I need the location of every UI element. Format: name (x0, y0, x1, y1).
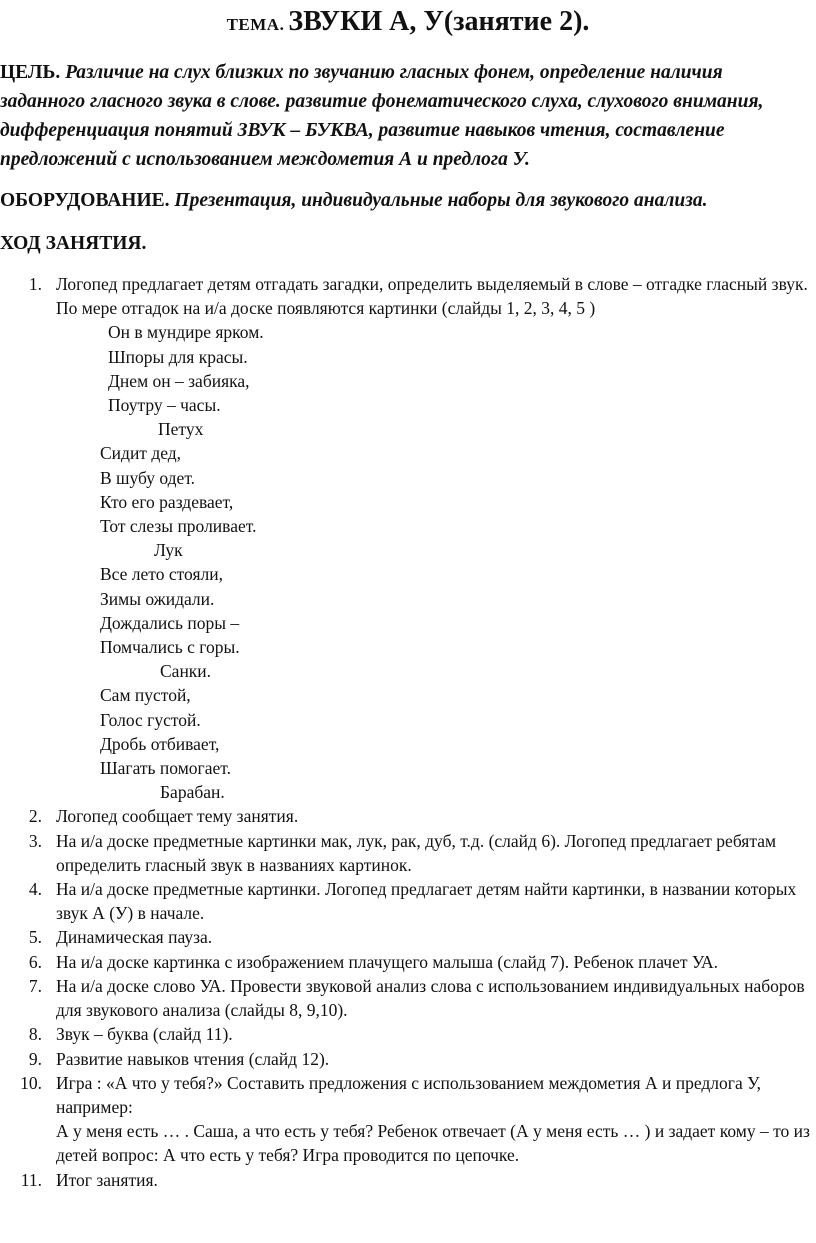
goal-paragraph (0, 58, 800, 174)
item-text: Игра : «А что у тебя?» Составить предложения с использованием междометия А и предлога У, например: (56, 1072, 762, 1117)
item-text: На и/а доске предметные картинки мак, лук, рак, дуб, т.д. (слайд 6). Логопед предлагает ребятам определить гласный звук в названиях картинок. (56, 830, 777, 875)
riddle-line: Дробь отбивает, (100, 733, 220, 754)
list-item (0, 974, 816, 1022)
list-item (0, 804, 816, 828)
riddle-line: Днем он – забияка, (108, 370, 250, 391)
list-item (0, 1071, 816, 1168)
list-item (0, 1022, 816, 1046)
equipment-paragraph (0, 186, 800, 215)
item-text: На и/а доске картинка с изображением плачущего малыша (слайд 7). Ребенок плачет УА. (56, 951, 718, 972)
list-item (0, 925, 816, 949)
item-text: Итог занятия. (56, 1169, 158, 1190)
riddle-line: Шпоры для красы. (108, 346, 248, 367)
item-text: На и/а доске слово УА. Провести звуковой анализ слова с использованием индивидуальных наборов для звукового анализа (слайды 8, 9,10). (56, 975, 805, 1021)
riddle-line: Тот слезы проливает. (100, 516, 257, 537)
riddle-block (0, 320, 816, 804)
course-heading (0, 229, 800, 258)
list-item (0, 877, 816, 925)
item-text: Звук – буква (слайд 11). (56, 1024, 233, 1045)
riddle-line: Зимы ожидали. (100, 588, 215, 609)
item-number: 1. (28, 274, 42, 294)
riddle-line: Голос густой. (100, 709, 201, 730)
riddle-line: Сидит дед, (100, 443, 182, 464)
item-text: Динамическая пауза. (56, 927, 213, 948)
item-number: 3. (28, 830, 42, 851)
item-number: 10. (20, 1072, 42, 1093)
list-item (0, 829, 816, 877)
list-item (0, 272, 816, 320)
riddle-line: Помчались с горы. (100, 637, 240, 658)
riddle-answer: Барабан. (160, 782, 225, 803)
riddle-line: Он в мундире ярком. (108, 322, 264, 343)
item-number: 2. (28, 806, 42, 827)
item-number: 4. (28, 879, 42, 900)
course-label: ХОД ЗАНЯТИЯ. (0, 233, 147, 254)
riddle-answer: Петух (158, 419, 204, 440)
list-item (0, 1047, 816, 1071)
riddle-line: Сам пустой, (100, 685, 191, 706)
equipment-label: ОБОРУДОВАНИЕ. (0, 190, 170, 211)
item-text: Логопед сообщает тему занятия. (56, 806, 299, 827)
item-number: 8. (28, 1024, 42, 1045)
riddle-answer: Санки. (160, 661, 212, 682)
item-number: 9. (28, 1048, 42, 1069)
lesson-steps-list (0, 272, 816, 1192)
item-text: Логопед предлагает детям отгадать загадки, определить выделяемый в слове – отгадке гласный звук. По мере отгадок на и/а доске появляются картинки (слайды 1, 2, 3, 4, 5 ) (56, 274, 808, 319)
equipment-text: Презентация, индивидуальные наборы для звукового анализа. (174, 190, 708, 211)
riddle-line: Поутру – часы. (108, 395, 221, 416)
item-number: 5. (28, 927, 42, 948)
title-main: ЗВУКИ А, У(занятие 2). (288, 6, 590, 37)
page-title (0, 6, 816, 38)
riddle-1 (45, 320, 816, 441)
riddle-answer: Лук (154, 540, 183, 561)
riddle-line: Шагать помогает. (100, 758, 231, 779)
item-text: На и/а доске предметные картинки. Логопед предлагает детям найти картинки, в названии которых звук А (У) в начале. (56, 879, 797, 924)
item-number: 6. (28, 951, 42, 972)
riddle-line: В шубу одет. (100, 467, 196, 488)
item-text: Развитие навыков чтения (слайд 12). (56, 1048, 330, 1069)
item-text-continuation: А у меня есть … . Саша, а что есть у тебя? Ребенок отвечает (А у меня есть … ) и задает кому – то из детей вопрос: А что есть у тебя? Игра проводится по цепочке. (56, 1121, 810, 1166)
riddle-2 (45, 441, 816, 562)
riddle-line: Дождались поры – (100, 612, 240, 633)
riddle-4 (45, 683, 816, 804)
riddle-3 (45, 562, 816, 683)
riddle-line: Кто его раздевает, (100, 491, 234, 512)
riddle-line: Все лето стояли, (100, 564, 223, 585)
item-number: 7. (28, 975, 42, 996)
goal-text: Различие на слух близких по звучанию гласных фонем, определение наличия заданного гласного звука в слове. развитие фонематического слуха, слухового внимания, дифференциация понятий ЗВУК – БУКВА, развитие навыков чтения, составление предложений с использованием междометия А и предлога У. (0, 62, 764, 170)
list-item (0, 1168, 816, 1192)
goal-label: ЦЕЛЬ. (0, 62, 61, 83)
item-number: 11. (20, 1169, 42, 1190)
title-prefix: ТЕМА. (226, 15, 285, 34)
list-item (0, 950, 816, 974)
